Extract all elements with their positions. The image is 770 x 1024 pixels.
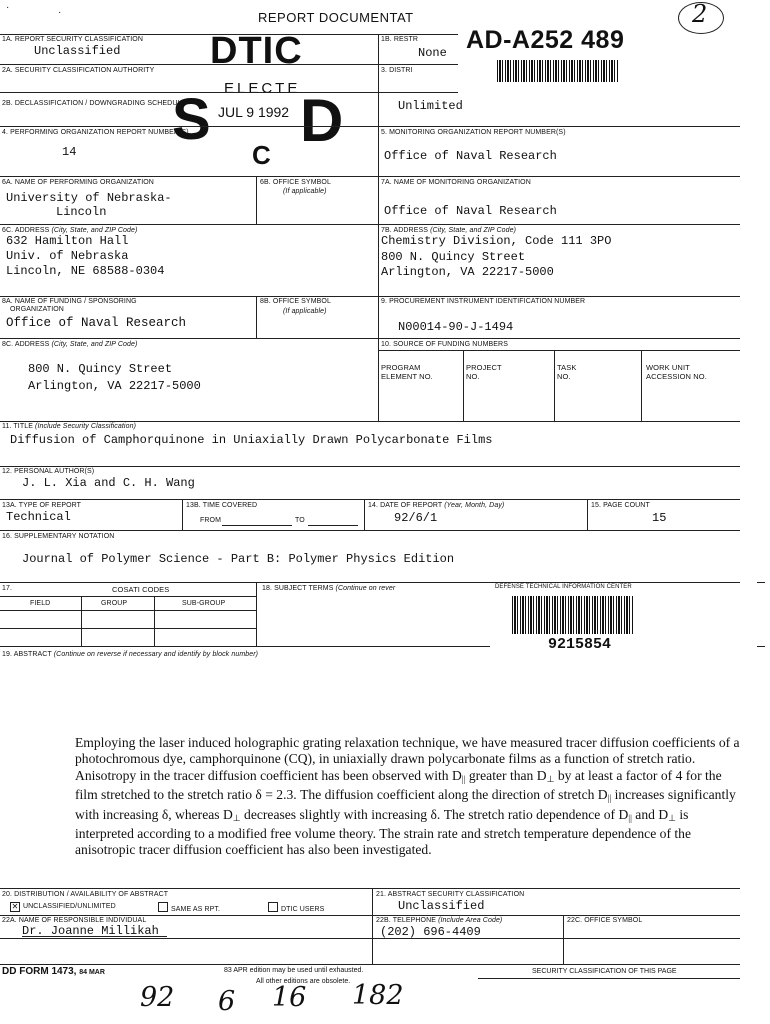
rule-1 — [0, 64, 458, 65]
label-6b: 6B. OFFICE SYMBOL — [260, 179, 331, 186]
label-22c: 22C. OFFICE SYMBOL — [567, 917, 643, 924]
value-6a-line1: University of Nebraska- — [6, 191, 172, 205]
rule-cosati-1 — [0, 596, 256, 597]
rule-12 — [0, 530, 740, 531]
label-16: 16. SUPPLEMENTARY NOTATION — [2, 533, 115, 540]
option-same-as-rpt-label: SAME AS RPT. — [171, 906, 221, 913]
label-17: 17. — [2, 585, 13, 592]
label-subgroup: SUB-GROUP — [182, 600, 226, 607]
form-id — [2, 966, 105, 977]
label-22b — [376, 917, 502, 924]
rule-bottom — [0, 964, 740, 965]
option-dtic-users[interactable] — [268, 902, 324, 913]
label-22b-sub: (Include Area Code) — [438, 917, 503, 924]
value-12: J. L. Xia and C. H. Wang — [22, 476, 195, 490]
checkbox-same-as-rpt[interactable] — [158, 902, 168, 912]
form-id-text: DD FORM 1473, — [2, 966, 77, 977]
option-unclassified-unlimited[interactable] — [10, 902, 116, 912]
from-line — [222, 525, 292, 526]
label-22a: 22A. NAME OF RESPONSIBLE INDIVIDUAL — [2, 917, 147, 924]
rule-14-line — [0, 646, 490, 647]
rule-10a — [463, 350, 464, 421]
value-7b-line2: 800 N. Quincy Street — [381, 250, 526, 264]
rule-3 — [0, 126, 740, 127]
value-6c-line3: Lincoln, NE 68588-0304 — [6, 264, 165, 278]
abstract-part-1: Employing the laser induced holographic grating relaxation technique, we have measured tracer diffusion coefficients of a photochromous dye, camphorquinone (CQ), in uniaxially drawn polycarbonate films as a function of stretch ratio. Anisotropy in the tracer diffusion coefficient has been observed with D — [75, 735, 740, 783]
label-10: 10. SOURCE OF FUNDING NUMBERS — [381, 341, 508, 348]
rule-15 — [587, 499, 588, 530]
label-4: 4. PERFORMING ORGANIZATION REPORT NUMBER(S) — [2, 129, 189, 136]
value-7a: Office of Naval Research — [384, 204, 557, 218]
footer-security: SECURITY CLASSIFICATION OF THIS PAGE — [532, 968, 677, 975]
label-8a-line2: ORGANIZATION — [10, 306, 64, 313]
label-10-program2: ELEMENT NO. — [381, 372, 433, 381]
label-10-program: PROGRAM — [381, 363, 421, 372]
rule-cosati-2 — [0, 610, 256, 611]
handwritten-number-2: 6 — [218, 986, 236, 1017]
abstract-sub-2: || — [607, 793, 612, 804]
label-8b: 8B. OFFICE SYMBOL — [260, 298, 331, 305]
form-title: REPORT DOCUMENTAT — [258, 10, 414, 25]
stamp-letter-d: D — [300, 87, 344, 154]
abstract-part-4: increases significantly with increasing δ, whereas D — [75, 787, 736, 822]
abstract-part-6: and D — [631, 806, 669, 822]
label-19-sub: (Continue on reverse if necessary and identify by block number) — [53, 651, 259, 658]
handwritten-number-3: 16 — [272, 982, 307, 1013]
value-8c-line2: Arlington, VA 22217-5000 — [28, 379, 201, 393]
value-3: Unlimited — [398, 99, 463, 113]
ad-barcode — [497, 60, 619, 82]
value-8c-line1: 800 N. Quincy Street — [28, 362, 173, 376]
label-10-project: PROJECT — [466, 363, 502, 372]
value-1b: None — [418, 46, 447, 60]
rule-6 — [0, 296, 740, 297]
label-7b-text: 7B. ADDRESS — [381, 227, 429, 234]
rule-2 — [0, 92, 458, 93]
option-unclassified-unlimited-label: UNCLASSIFIED/UNLIMITED — [23, 903, 116, 910]
rule-top — [0, 34, 378, 35]
label-19-text: 19. ABSTRACT — [2, 651, 52, 658]
label-8b-sub: (If applicable) — [283, 308, 327, 315]
value-8a: Office of Naval Research — [6, 316, 187, 330]
value-15: 15 — [652, 511, 667, 525]
checkbox-dtic-users[interactable] — [268, 902, 278, 912]
rule-10 — [0, 466, 740, 467]
rule-10b — [554, 350, 555, 421]
rule-16-line — [0, 915, 740, 916]
label-13b-to: TO — [295, 517, 305, 524]
value-22b: (202) 696-4409 — [380, 925, 481, 939]
label-11-text: 11. TITLE — [2, 423, 33, 430]
stamp-letter-s: S — [172, 87, 211, 152]
value-9: N00014-90-J-1494 — [398, 320, 514, 334]
rule-17-line — [0, 938, 740, 939]
dtic-center-number: 9215854 — [548, 636, 612, 653]
label-2a: 2A. SECURITY CLASSIFICATION AUTHORITY — [2, 67, 155, 74]
abstract-sub-3: || — [628, 812, 632, 823]
label-1a: 1A. REPORT SECURITY CLASSIFICATION — [2, 36, 143, 43]
label-5: 5. MONITORING ORGANIZATION REPORT NUMBER(S) — [381, 129, 566, 136]
value-5: Office of Naval Research — [384, 149, 557, 163]
label-14-text: 14. DATE OF REPORT — [368, 502, 443, 509]
rule-17-18 — [256, 582, 257, 646]
checkbox-unclassified-unlimited[interactable]: ✕ — [11, 902, 19, 911]
abstract-part-3: by at least a factor of 4 for the film stretched to the stretch ratio δ = 2.3. The diffusion coefficient along the direction of stretch D — [75, 767, 722, 803]
abstract-perp-1: ⊥ — [546, 773, 555, 784]
value-11: Diffusion of Camphorquinone in Uniaxially Drawn Polycarbonate Films — [10, 433, 493, 447]
rule-7 — [0, 338, 740, 339]
handwritten-number-4: 182 — [352, 980, 404, 1011]
rule-cosati-v2 — [154, 596, 155, 646]
label-9: 9. PROCUREMENT INSTRUMENT IDENTIFICATION NUMBER — [381, 298, 586, 305]
abstract-text — [75, 735, 740, 859]
rule-20-21 — [372, 888, 373, 964]
rule-11 — [0, 499, 740, 500]
label-group: GROUP — [101, 600, 128, 607]
dtic-stamp: DTIC — [210, 30, 303, 72]
label-7b-sub: (City, State, and ZIP Code) — [430, 227, 517, 234]
label-11 — [2, 423, 136, 430]
label-10-project2: NO. — [466, 372, 480, 381]
label-8c-sub: (City, State, and ZIP Code) — [51, 341, 138, 348]
label-13b: 13B. TIME COVERED — [186, 502, 258, 509]
to-line — [308, 525, 358, 526]
label-14 — [368, 502, 504, 509]
option-dtic-users-label: DTIC USERS — [281, 906, 325, 913]
label-12: 12. PERSONAL AUTHOR(S) — [2, 468, 95, 475]
ad-number: AD-A252 489 — [466, 26, 625, 54]
margin-mark-right — [757, 582, 765, 583]
abstract-perp-3: ⊥ — [668, 812, 676, 823]
rule-8 — [378, 350, 740, 351]
label-13a: 13A. TYPE OF REPORT — [2, 502, 82, 509]
label-15: 15. PAGE COUNT — [591, 502, 650, 509]
value-22a: Dr. Joanne Millikah — [22, 924, 159, 938]
label-18-text: 18. SUBJECT TERMS — [262, 585, 334, 592]
footer-security-line — [478, 978, 740, 979]
label-6c — [2, 227, 137, 234]
header-dot: · — [6, 2, 10, 13]
form-id-date: 84 MAR — [79, 969, 105, 976]
rule-15-line — [0, 888, 740, 889]
value-7b-line1: Chemistry Division, Code 111 3PO — [381, 234, 612, 248]
label-6b-sub: (If applicable) — [283, 188, 327, 195]
label-6c-text: 6C. ADDRESS — [2, 227, 50, 234]
rule-14 — [364, 499, 365, 530]
value-6c-line1: 632 Hamilton Hall — [6, 234, 129, 248]
abstract-part-2: greater than D — [465, 767, 547, 783]
abstract-sub-1: || — [461, 773, 466, 784]
label-18-sub: (Continue on rever — [335, 585, 396, 592]
label-21: 21. ABSTRACT SECURITY CLASSIFICATION — [376, 891, 525, 898]
rule-10c — [641, 350, 642, 421]
underline-22a — [22, 936, 167, 937]
label-field: FIELD — [30, 600, 51, 607]
label-20: 20. DISTRIBUTION / AVAILABILITY OF ABSTRACT — [2, 891, 169, 898]
rule-6b — [256, 176, 257, 224]
dtic-center-barcode — [512, 596, 634, 634]
label-6c-sub: (City, State, and ZIP Code) — [51, 227, 138, 234]
label-10-task2: NO. — [557, 372, 571, 381]
value-6c-line2: Univ. of Nebraska — [6, 249, 129, 263]
value-13a: Technical — [6, 510, 71, 524]
handwritten-copy-number: 2 — [692, 0, 708, 28]
label-7a: 7A. NAME OF MONITORING ORGANIZATION — [381, 179, 531, 186]
rule-4 — [0, 176, 740, 177]
label-3: 3. DISTRI — [381, 67, 413, 74]
label-8c — [2, 341, 137, 348]
label-6a: 6A. NAME OF PERFORMING ORGANIZATION — [2, 179, 154, 186]
label-8a: 8A. NAME OF FUNDING / SPONSORING — [2, 298, 137, 305]
label-13b-from: FROM — [200, 517, 222, 524]
footer-note-1: 83 APR edition may be used until exhausted. — [224, 967, 364, 974]
value-1a: Unclassified — [34, 44, 121, 58]
value-7b-line3: Arlington, VA 22217-5000 — [381, 265, 554, 279]
rule-9 — [0, 421, 740, 422]
label-18 — [262, 585, 395, 592]
header-dot-2: · — [58, 7, 62, 18]
label-10-work: WORK UNIT — [646, 363, 690, 372]
rule-top-right — [378, 34, 458, 35]
abstract-part-7: is interpreted according to a modified free volume theory. The strain rate and stretch temperature dependence of the anisotropic tracer diffusion coefficient has also been investigated. — [75, 806, 691, 858]
label-1b: 1B. RESTR — [381, 36, 419, 43]
rule-cosati-3 — [0, 628, 256, 629]
label-10-work2: ACCESSION NO. — [646, 372, 707, 381]
margin-mark-right-2 — [757, 646, 765, 647]
label-cosati: COSATI CODES — [112, 585, 170, 594]
value-6a-line2: Lincoln — [56, 205, 107, 219]
label-14-sub: (Year, Month, Day) — [444, 502, 505, 509]
value-16: Journal of Polymer Science - Part B: Polymer Physics Edition — [22, 552, 455, 566]
rule-13 — [0, 582, 740, 583]
selecte-stamp: ELECTE — [224, 80, 301, 97]
abstract-perp-2: ⊥ — [232, 812, 241, 823]
rule-22c — [563, 915, 564, 964]
label-22b-text: 22B. TELEPHONE — [376, 917, 437, 924]
rule-cosati-v1 — [81, 596, 82, 646]
label-10-task: TASK — [557, 363, 577, 372]
abstract-part-5: decreases slightly with increasing δ. The stretch ratio dependence of D — [240, 806, 629, 822]
stamp-date: JUL 9 1992 — [218, 104, 290, 120]
handwritten-number-1: 92 — [140, 982, 175, 1013]
rule-13b — [182, 499, 183, 530]
label-19 — [2, 651, 258, 658]
footer-note-2: All other editions are obsolete. — [256, 978, 351, 985]
stamp-letter-c: C — [252, 140, 271, 170]
label-2b: 2B. DECLASSIFICATION / DOWNGRADING SCHEDULE — [2, 100, 187, 107]
rule-5 — [0, 224, 740, 225]
value-4: 14 — [62, 145, 77, 159]
value-21: Unclassified — [398, 899, 485, 913]
value-14: 92/6/1 — [394, 511, 438, 525]
label-11-sub: (Include Security Classification) — [35, 423, 136, 430]
label-7b — [381, 227, 516, 234]
option-same-as-rpt[interactable] — [158, 902, 220, 913]
label-8c-text: 8C. ADDRESS — [2, 341, 50, 348]
rule-8b — [256, 296, 257, 338]
dtic-center-label: DEFENSE TECHNICAL INFORMATION CENTER — [495, 584, 632, 590]
